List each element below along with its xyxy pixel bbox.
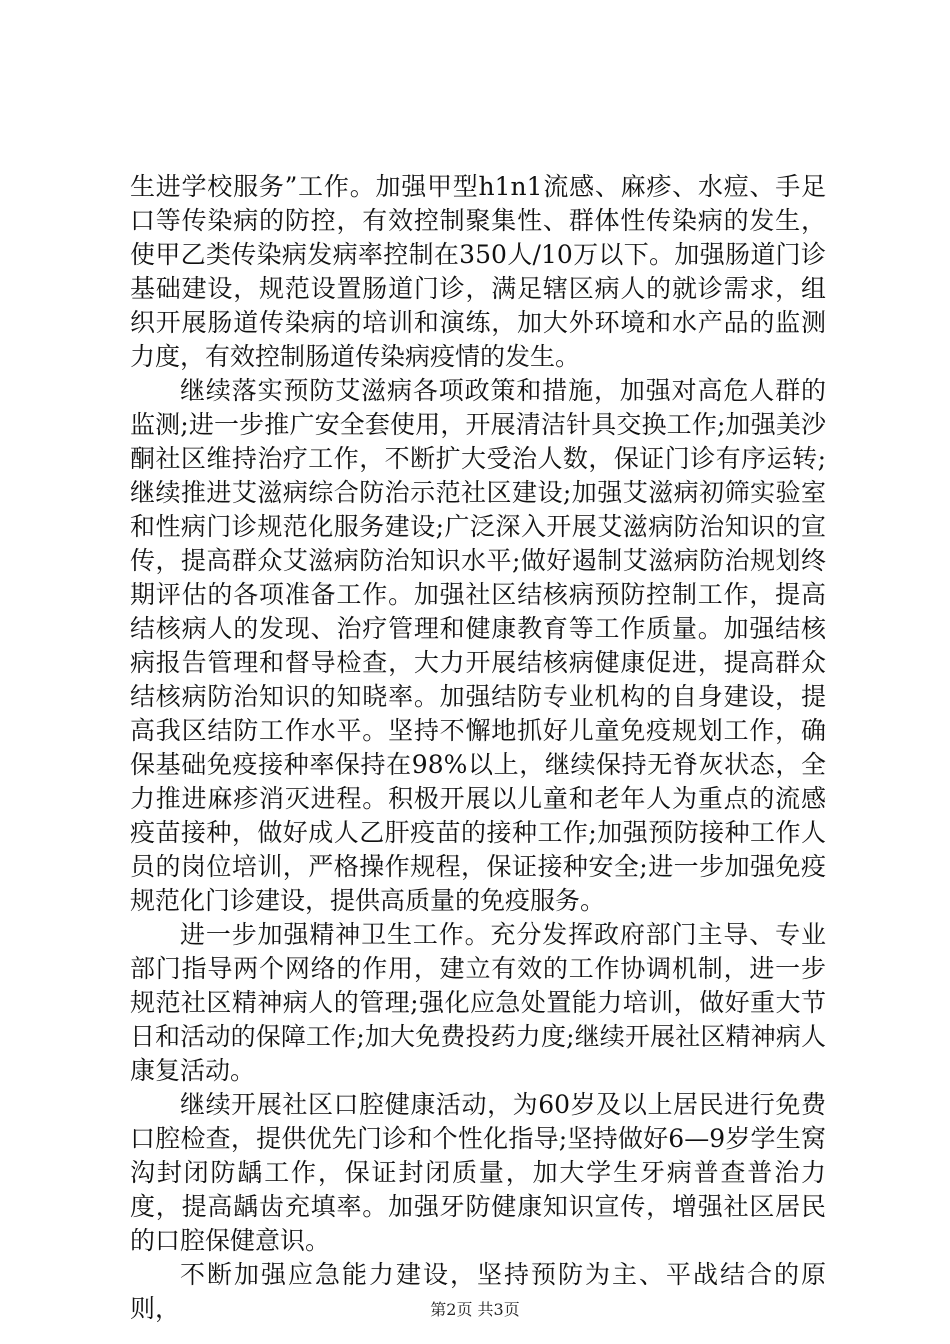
paragraph-4: 继续开展社区口腔健康活动，为60岁及以上居民进行免费口腔检查，提供优先门诊和个性化指导;坚持做好6—9岁学生窝沟封闭防龋工作，保证封闭质量，加大学生牙病普查普治力度，提高龋齿充填率。加强牙防健康知识宣传，增强社区居民的口腔保健意识。 xyxy=(130,1090,826,1255)
paragraph-3: 进一步加强精神卫生工作。充分发挥政府部门主导、专业部门指导两个网络的作用，建立有效的工作协调机制，进一步规范社区精神病人的管理;强化应急处置能力培训，做好重大节日和活动的保障工作;加大免费投药力度;继续开展社区精神病人康复活动。 xyxy=(130,920,826,1085)
paragraph-5: 不断加强应急能力建设，坚持预防为主、平战结合的原则， xyxy=(130,1260,826,1323)
page-number-footer: 第2页 共3页 xyxy=(430,1300,520,1319)
paragraph-1: 生进学校服务”工作。加强甲型h1n1流感、麻疹、水痘、手足口等传染病的防控，有效控制聚集性、群体性传染病的发生，使甲乙类传染病发病率控制在350人/10万以下。加强肠道门诊基础建设，规范设置肠道门诊，满足辖区病人的就诊需求，组织开展肠道传染病的培训和演练，加大外环境和水产品的监测力度，有效控制肠道传染病疫情的发生。 xyxy=(130,172,826,371)
document-body xyxy=(130,170,826,1326)
paragraph-2: 继续落实预防艾滋病各项政策和措施，加强对高危人群的监测;进一步推广安全套使用，开展清洁针具交换工作;加强美沙酮社区维持治疗工作，不断扩大受治人数，保证门诊有序运转;继续推进艾滋病综合防治示范社区建设;加强艾滋病初筛实验室和性病门诊规范化服务建设;广泛深入开展艾滋病防治知识的宣传，提高群众艾滋病防治知识水平;做好遏制艾滋病防治规划终期评估的各项准备工作。加强社区结核病预防控制工作，提高结核病人的发现、治疗管理和健康教育等工作质量。加强结核病报告管理和督导检查，大力开展结核病健康促进，提高群众结核病防治知识的知晓率。加强结防专业机构的自身建设，提高我区结防工作水平。坚持不懈地抓好儿童免疫规划工作，确保基础免疫接种率保持在98%以上，继续保持无脊灰状态，全力推进麻疹消灭进程。积极开展以儿童和老年人为重点的流感疫苗接种，做好成人乙肝疫苗的接种工作;加强预防接种工作人员的岗位培训，严格操作规程，保证接种安全;进一步加强免疫规范化门诊建设，提供高质量的免疫服务。 xyxy=(130,376,826,915)
